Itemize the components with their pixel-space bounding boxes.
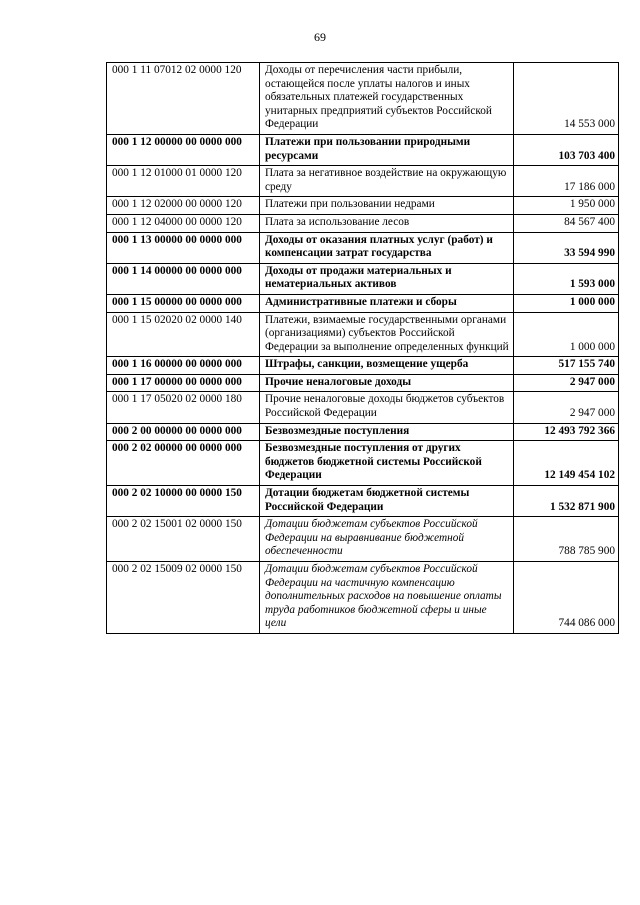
amount-cell: 2 947 000 <box>514 374 619 392</box>
table-row <box>107 374 619 392</box>
budget-code-cell: 000 2 02 10000 00 0000 150 <box>107 486 260 517</box>
revenue-name-cell: Безвозмездные поступления <box>260 423 514 441</box>
revenue-name-cell: Безвозмездные поступления от других бюджетов бюджетной системы Российской Федерации <box>260 441 514 486</box>
revenue-name-cell: Дотации бюджетам субъектов Российской Федерации на выравнивание бюджетной обеспеченности <box>260 517 514 562</box>
table-row <box>107 441 619 486</box>
table-row <box>107 166 619 197</box>
revenue-name-cell: Плата за использование лесов <box>260 214 514 232</box>
revenue-name-cell: Платежи при пользовании природными ресурсами <box>260 134 514 165</box>
amount-cell: 1 000 000 <box>514 294 619 312</box>
budget-code-cell: 000 2 02 00000 00 0000 000 <box>107 441 260 486</box>
amount-cell: 1 532 871 900 <box>514 486 619 517</box>
revenue-name-cell: Доходы от продажи материальных и нематериальных активов <box>260 263 514 294</box>
budget-code-cell: 000 1 17 05020 02 0000 180 <box>107 392 260 423</box>
table-row <box>107 197 619 215</box>
budget-code-cell: 000 1 11 07012 02 0000 120 <box>107 63 260 135</box>
amount-cell: 12 149 454 102 <box>514 441 619 486</box>
budget-code-cell: 000 2 02 15001 02 0000 150 <box>107 517 260 562</box>
budget-code-cell: 000 1 15 00000 00 0000 000 <box>107 294 260 312</box>
page-number: 69 <box>314 30 326 44</box>
revenue-name-cell: Плата за негативное воздействие на окружающую среду <box>260 166 514 197</box>
table-row <box>107 392 619 423</box>
budget-code-cell: 000 1 12 00000 00 0000 000 <box>107 134 260 165</box>
amount-cell: 788 785 900 <box>514 517 619 562</box>
budget-code-cell: 000 1 15 02020 02 0000 140 <box>107 312 260 357</box>
budget-revenue-table <box>106 62 619 634</box>
amount-cell: 1 000 000 <box>514 312 619 357</box>
amount-cell: 103 703 400 <box>514 134 619 165</box>
revenue-name-cell: Доходы от перечисления части прибыли, остающейся после уплаты налогов и иных обязательных платежей государственных унитарных предприятий субъектов Российской Федерации <box>260 63 514 135</box>
table-row <box>107 294 619 312</box>
amount-cell: 17 186 000 <box>514 166 619 197</box>
amount-cell: 84 567 400 <box>514 214 619 232</box>
budget-code-cell: 000 1 14 00000 00 0000 000 <box>107 263 260 294</box>
revenue-name-cell: Дотации бюджетам бюджетной системы Российской Федерации <box>260 486 514 517</box>
table-row <box>107 562 619 634</box>
revenue-name-cell: Платежи, взимаемые государственными органами (организациями) субъектов Российской Федерации за выполнение определенных функций <box>260 312 514 357</box>
amount-cell: 1 593 000 <box>514 263 619 294</box>
budget-code-cell: 000 2 00 00000 00 0000 000 <box>107 423 260 441</box>
amount-cell: 14 553 000 <box>514 63 619 135</box>
table-body <box>107 63 619 634</box>
amount-cell: 1 950 000 <box>514 197 619 215</box>
table-row <box>107 232 619 263</box>
table-row <box>107 312 619 357</box>
revenue-name-cell: Штрафы, санкции, возмещение ущерба <box>260 357 514 375</box>
revenue-name-cell: Доходы от оказания платных услуг (работ) и компенсации затрат государства <box>260 232 514 263</box>
budget-code-cell: 000 2 02 15009 02 0000 150 <box>107 562 260 634</box>
amount-cell: 33 594 990 <box>514 232 619 263</box>
revenue-name-cell: Дотации бюджетам субъектов Российской Федерации на частичную компенсацию дополнительных расходов на повышение оплаты труда работников бюджетной сферы и иные цели <box>260 562 514 634</box>
table-row <box>107 486 619 517</box>
revenue-name-cell: Прочие неналоговые доходы <box>260 374 514 392</box>
table-row <box>107 214 619 232</box>
amount-cell: 517 155 740 <box>514 357 619 375</box>
budget-code-cell: 000 1 12 04000 00 0000 120 <box>107 214 260 232</box>
budget-code-cell: 000 1 12 02000 00 0000 120 <box>107 197 260 215</box>
amount-cell: 2 947 000 <box>514 392 619 423</box>
budget-code-cell: 000 1 17 00000 00 0000 000 <box>107 374 260 392</box>
table-row <box>107 357 619 375</box>
revenue-name-cell: Платежи при пользовании недрами <box>260 197 514 215</box>
table-row <box>107 134 619 165</box>
revenue-name-cell: Административные платежи и сборы <box>260 294 514 312</box>
revenue-name-cell: Прочие неналоговые доходы бюджетов субъектов Российской Федерации <box>260 392 514 423</box>
amount-cell: 12 493 792 366 <box>514 423 619 441</box>
budget-code-cell: 000 1 16 00000 00 0000 000 <box>107 357 260 375</box>
table-row <box>107 517 619 562</box>
table-row <box>107 63 619 135</box>
budget-code-cell: 000 1 12 01000 01 0000 120 <box>107 166 260 197</box>
amount-cell: 744 086 000 <box>514 562 619 634</box>
budget-code-cell: 000 1 13 00000 00 0000 000 <box>107 232 260 263</box>
table-row <box>107 423 619 441</box>
table-row <box>107 263 619 294</box>
